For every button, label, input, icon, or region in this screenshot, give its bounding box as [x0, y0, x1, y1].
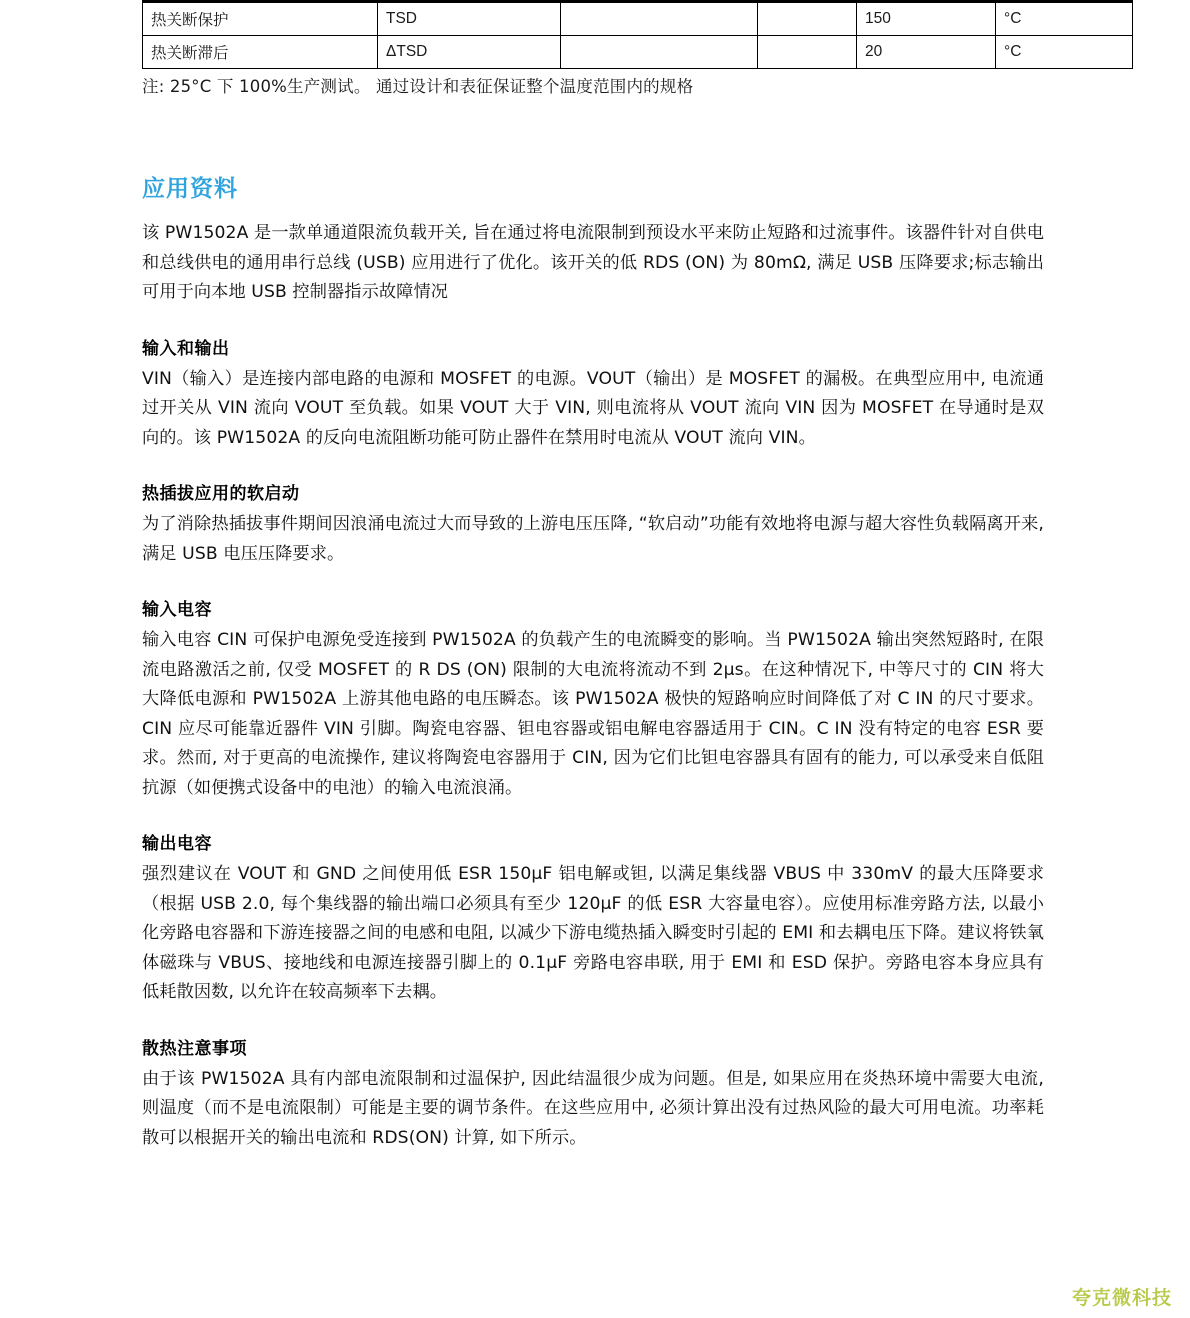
- cell-conditions: [561, 2, 758, 36]
- cell-conditions: [561, 36, 758, 69]
- paragraph-thermal-considerations: 由于该 PW1502A 具有内部电流限制和过温保护, 因此结温很少成为问题。但是, 如果应用在炎热环境中需要大电流, 则温度（而不是电流限制）可能是主要的调节条件。在这些应用中, 必须计算出没有过热风险的最大可用电流。功率耗散可以根据开关的输出电流和 RDS(ON) 计算, 如下所示。: [142, 1068, 1044, 1148]
- subheading-input-output: 输入和输出: [142, 338, 230, 359]
- paragraph-input-capacitor: 输入电容 CIN 可保护电源免受连接到 PW1502A 的负载产生的电流瞬变的影响。当 PW1502A 输出突然短路时, 在限流电路激活之前, 仅受 MOSFET 的 R DS (ON) 限制的大电流将流动不到 2μs。在这种情况下, 中等尺寸的 CIN 将大大降低电源和 PW1502A 上游其他电路的电压瞬态。该 PW1502A 极快的短路响应时间降低了对 C IN 的尺寸要求。CIN 应尽可能靠近器件 VIN 引脚。陶瓷电容器、钽电容器或铝电解电容器适用于 CIN。C IN 没有特定的电容 ESR 要求。然而, 对于更高的电流操作, 建议将陶瓷电容器用于 CIN, 因为它们比钽电容器具有固有的能力, 可以承受来自低阻抗源（如便携式设备中的电池）的输入电流浪涌。: [142, 630, 1044, 798]
- section-heading: 应用资料: [142, 176, 238, 202]
- cell-unit: °C: [996, 2, 1133, 36]
- table-row: [143, 2, 1133, 36]
- cell-value: 20: [857, 36, 996, 69]
- cell-symbol: ΔTSD: [378, 36, 561, 69]
- cell-symbol: TSD: [378, 2, 561, 36]
- cell-parameter: 热关断滞后: [143, 36, 378, 69]
- spec-table-container: [142, 0, 1044, 69]
- thermal-spec-table: [142, 0, 1133, 69]
- paragraph-output-capacitor: 强烈建议在 VOUT 和 GND 之间使用低 ESR 150μF 铝电解或钽, 以满足集线器 VBUS 中 330mV 的最大压降要求（根据 USB 2.0, 每个集线器的输出端口必须具有至少 120μF 的低 ESR 大容量电容）。应使用标准旁路方法, 以最小化旁路电容器和下游连接器之间的电感和电阻, 以减少下游电缆热插入瞬变时引起的 EMI 和去耦电压下降。建议将铁氧体磁珠与 VBUS、接地线和电源连接器引脚上的 0.1μF 旁路电容串联, 用于 EMI 和 ESD 保护。旁路电容本身应具有低耗散因数, 以允许在较高频率下去耦。: [142, 864, 1044, 1002]
- paragraph-input-output: VIN（输入）是连接内部电路的电源和 MOSFET 的电源。VOUT（输出）是 MOSFET 的漏极。在典型应用中, 电流通过开关从 VIN 流向 VOUT 至负载。如果 VOUT 大于 VIN, 则电流将从 VOUT 流向 VIN 因为 MOSFET 在导通时是双向的。该 PW1502A 的反向电流阻断功能可防止器件在禁用时电流从 VOUT 流向 VIN。: [142, 368, 1044, 448]
- application-information-section: [142, 170, 1044, 1153]
- cell-min: [758, 36, 857, 69]
- subheading-soft-start: 热插拔应用的软启动: [142, 484, 300, 504]
- subheading-thermal-considerations: 散热注意事项: [142, 1038, 247, 1059]
- watermark-logo: 夸克微科技: [1071, 1287, 1172, 1309]
- cell-min: [758, 2, 857, 36]
- cell-value: 150: [857, 2, 996, 36]
- cell-unit: °C: [996, 36, 1133, 69]
- subheading-input-capacitor: 输入电容: [142, 600, 212, 620]
- paragraph-soft-start: 为了消除热插拔事件期间因浪涌电流过大而导致的上游电压压降, “软启动”功能有效地将电源与超大容性负载隔离开来, 满足 USB 电压压降要求。: [142, 514, 1044, 564]
- intro-paragraph: 该 PW1502A 是一款单通道限流负载开关, 旨在通过将电流限制到预设水平来防止短路和过流事件。该器件针对自供电和总线供电的通用串行总线 (USB) 应用进行了优化。该开关的低 RDS (ON) 为 80mΩ, 满足 USB 压降要求;标志输出可用于向本地 USB 控制器指示故障情况: [142, 223, 1044, 302]
- table-footnote: 注: 25°C 下 100%生产测试。 通过设计和表征保证整个温度范围内的规格: [142, 77, 694, 96]
- cell-parameter: 热关断保护: [143, 2, 378, 36]
- subheading-output-capacitor: 输出电容: [142, 834, 212, 854]
- table-row: [143, 36, 1133, 69]
